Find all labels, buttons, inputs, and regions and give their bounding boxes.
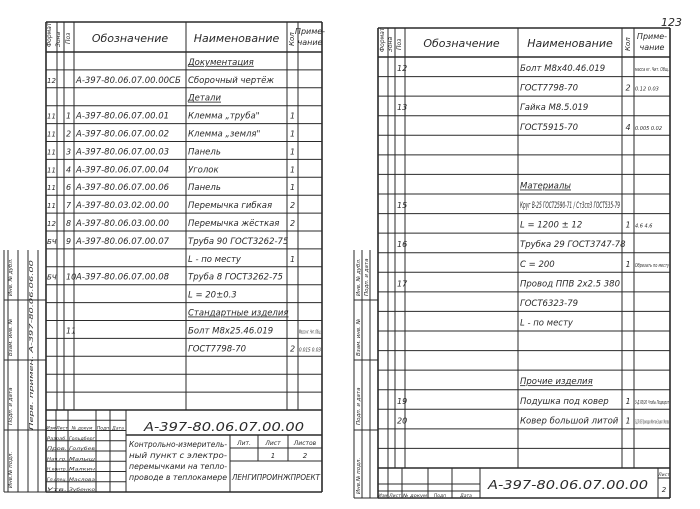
row-name: Ковер большой литой [520,416,619,427]
header-zone: Зона [387,36,394,52]
title-person: Маслова [69,477,90,483]
row-qty: 1 [289,129,296,139]
row-name: L - по месту [520,318,573,329]
title-role: Гл.спец. [47,477,67,483]
row-position: 6 [66,183,72,193]
row-zone: 11 [47,130,56,139]
row-note: масса кг. Чит. Общ. [635,67,669,74]
row-name: ГОСТ7798-70 [188,344,247,355]
side-label-sign-date: Подп. и дата [8,387,14,425]
row-position: 11 [66,326,77,336]
side-label-inv-original: Инв.№ подл. [356,457,362,494]
row-designation: А-397-80.06.07.00.06 [76,183,170,194]
title-sheets: Листов [293,440,317,447]
row-qty: 4 [625,122,631,132]
header-pos: Поз [65,32,72,44]
row-designation: А-397-80.06.03.00.00 [76,218,170,229]
row-qty: 1 [625,220,631,230]
row-qty: 2 [289,344,296,354]
header-format: Формат [379,27,386,52]
title-col-header: № докум [71,426,93,432]
row-note: Масса кг. Чит. Общ. [299,329,321,336]
row-position: 10 [66,272,77,282]
row-name: Уголок [188,165,219,176]
row-position: 4 [66,165,72,175]
row-designation: А-397-80.06.07.00.02 [76,129,170,140]
row-qty: 1 [625,416,631,426]
row-zone: 12 [47,219,56,228]
title-sheets-value: 2 [302,452,308,460]
header-qty: Кол [288,32,296,46]
title-role: Разраб. [47,436,65,442]
side-label-replace-inv: Взам. инв. № [356,318,362,356]
row-position: 1 [66,111,72,121]
title-sheet-value: 2 [661,486,667,494]
row-position: 13 [397,103,408,113]
title-col-header: Дата [112,426,124,432]
row-note: 0.015 0.03 [299,347,321,354]
row-name: Трубка 29 ГОСТ3747-78 [520,240,626,251]
row-position: 8 [66,218,72,228]
side-label-sign-date: Подп. и дата [356,387,362,425]
doc-title-line: перемычками на тепло- [129,462,228,471]
row-qty: 1 [625,259,631,269]
right-spec-sheet [350,0,700,509]
row-name: Перемычка жёсткая [188,218,280,229]
row-qty: 2 [289,201,296,211]
row-note: 0.12 0.03 [635,86,659,93]
doc-title-line: ный пункт с электро- [129,451,228,460]
header-qty: Кол [624,37,632,51]
title-person: Гольдберг [69,436,94,442]
row-note: Обрезать по месту [635,262,670,269]
row-name: Труба 90 ГОСТ3262-75 [188,236,289,247]
title-sheet-value: 1 [270,452,276,460]
header-designation: Обозначение [91,32,169,45]
row-position: 9 [66,236,72,246]
row-designation: А-397-80.06.07.00.07 [76,236,170,247]
row-zone: БЧ [47,237,57,246]
title-role: Н.контр. [47,467,68,473]
organization: ЛЕНГИПРОИНЖПРОЕКТ [231,473,322,482]
row-name: Болт М8х40.46.019 [520,64,606,75]
row-name: С = 200 [520,259,555,270]
row-qty: 1 [289,165,296,175]
row-designation: А-397-80.06.07.00.01 [76,111,170,122]
row-zone: 11 [47,202,56,211]
right-page [350,0,700,509]
row-qty: 1 [289,111,296,121]
row-position: 16 [397,240,408,250]
row-qty: 1 [625,396,631,406]
row-name: Провод ППВ 2х2.5 380 [520,279,620,290]
row-designation: А-397-80.03.02.00.00 [76,201,170,212]
row-name: Круг В-25 ГОСТ2590-71 / Ст3сп3 ГОСТ535-79 [520,201,620,212]
header-format: Формат [46,22,53,47]
row-note: 3-Д.Л.Ю5 Прокладка Монтаж Зация г.Москва [635,419,669,426]
row-position: 3 [66,147,72,157]
row-position: 19 [397,396,408,406]
title-role: Пров. [47,447,61,452]
row-qty: 1 [289,254,296,264]
row-zone: 12 [47,76,56,85]
title-person: Голубев [69,447,88,452]
row-qty: 2 [625,83,631,93]
row-name: Сборочный чертёж [188,75,274,86]
page-number: 123 [661,16,682,29]
title-person: Зубенко [69,488,89,493]
header-pos: Поз [396,38,403,50]
row-name: Детали [188,93,221,104]
row-position: 7 [66,201,72,211]
row-designation: А-397-80.06.07.00.08 [76,272,170,283]
row-position: 12 [397,64,408,74]
row-name: Клемма „труба" [188,111,260,122]
doc-title-line: Контрольно-измеритель- [129,440,228,449]
title-col-header: Изм [378,494,388,499]
row-qty: 1 [289,147,296,157]
title-col-header: Подп [433,494,447,499]
row-position: 20 [397,416,408,426]
title-col-header: Лист [389,494,401,499]
doc-number: А-397-80.06.07.00.00 [142,420,305,434]
side-label-duplicate-inv: Инв. № дубл. [356,258,362,296]
title-sheet: Лист [658,473,670,478]
row-name: ГОСТ5915-70 [520,122,579,133]
row-designation: А-397-80.06.07.00.00СБ [76,75,181,86]
row-name: Материалы [520,181,571,192]
row-position: 17 [397,279,408,289]
title-col-header: Дата [460,494,472,499]
row-name: Прочие изделия [520,377,593,388]
row-zone: БЧ [47,273,57,282]
row-designation: А-397-80.06.07.00.04 [76,165,170,176]
title-lit: Лит. [237,440,251,447]
row-name: Перемычка гибкая [188,201,273,212]
title-role: Утв. [47,488,57,493]
header-note-1: Приме- [636,32,668,41]
row-name: ГОСТ6323-79 [520,298,579,309]
title-sheet: Лист [265,440,281,447]
row-name: Стандартные изделия [188,308,289,319]
row-name: ГОСТ7798-70 [520,83,579,94]
header-zone: Зона [55,31,62,47]
header-note-2: чание [639,43,665,52]
header-note-1: Приме- [294,27,326,36]
side-label-sign-date-2: Подп. и дата [364,258,370,296]
row-position: 15 [397,201,408,211]
row-qty: 2 [289,218,296,228]
row-position: 2 [66,129,72,139]
title-col-header: Подп [96,426,110,432]
side-label-duplicate-inv: Инв. № дубл. [8,258,14,296]
row-note: 3-Д.ЯЗ/20 Чтобы Подворот [635,399,670,406]
row-name: Подушка под ковер [520,396,609,407]
doc-title-line: проводе в теплокамере [129,473,228,482]
title-col-header: Лист [56,426,68,432]
header-note-2: чание [297,38,323,47]
row-name: L = 20±0.3 [188,290,237,301]
doc-number: А-397-80.06.07.00.00 [486,478,649,492]
row-note: 0.005 0.02 [635,125,663,132]
row-name: Клемма „земля" [188,129,261,140]
side-label-replace-inv: Взам. инв. № [8,318,14,356]
row-name: Болт М8х25.46.019 [188,326,274,337]
row-name: Панель [188,183,221,194]
title-person: Малыш [69,457,87,463]
row-name: L - по месту [188,254,241,265]
row-name: Панель [188,147,221,158]
row-qty: 1 [289,183,296,193]
row-designation: А-397-80.06.07.00.03 [76,147,170,158]
row-name: L = 1200 ± 12 [520,220,583,231]
row-zone: 11 [47,112,56,121]
side-label-inv-original: Инв.№ подл. [8,451,14,488]
header-designation: Обозначение [423,37,500,50]
title-person: Малкин [69,467,88,473]
side-label-first-use: Перв. примен. А-397-80.06.06.00 [29,335,35,430]
header-name: Наименование [193,32,280,45]
row-zone: 11 [47,148,56,157]
row-note: 4.6 4.6 [635,223,653,230]
row-zone: 11 [47,184,56,193]
header-name: Наименование [527,37,613,50]
row-zone: 11 [47,166,56,175]
row-name: Документация [188,57,254,68]
title-col-header: Изм [46,426,56,432]
title-col-header: № докум [403,494,424,499]
row-name: Труба 8 ГОСТ3262-75 [188,272,283,283]
title-role: Нач.гр. [47,457,64,463]
row-name: Гайка М8.5.019 [520,103,589,114]
